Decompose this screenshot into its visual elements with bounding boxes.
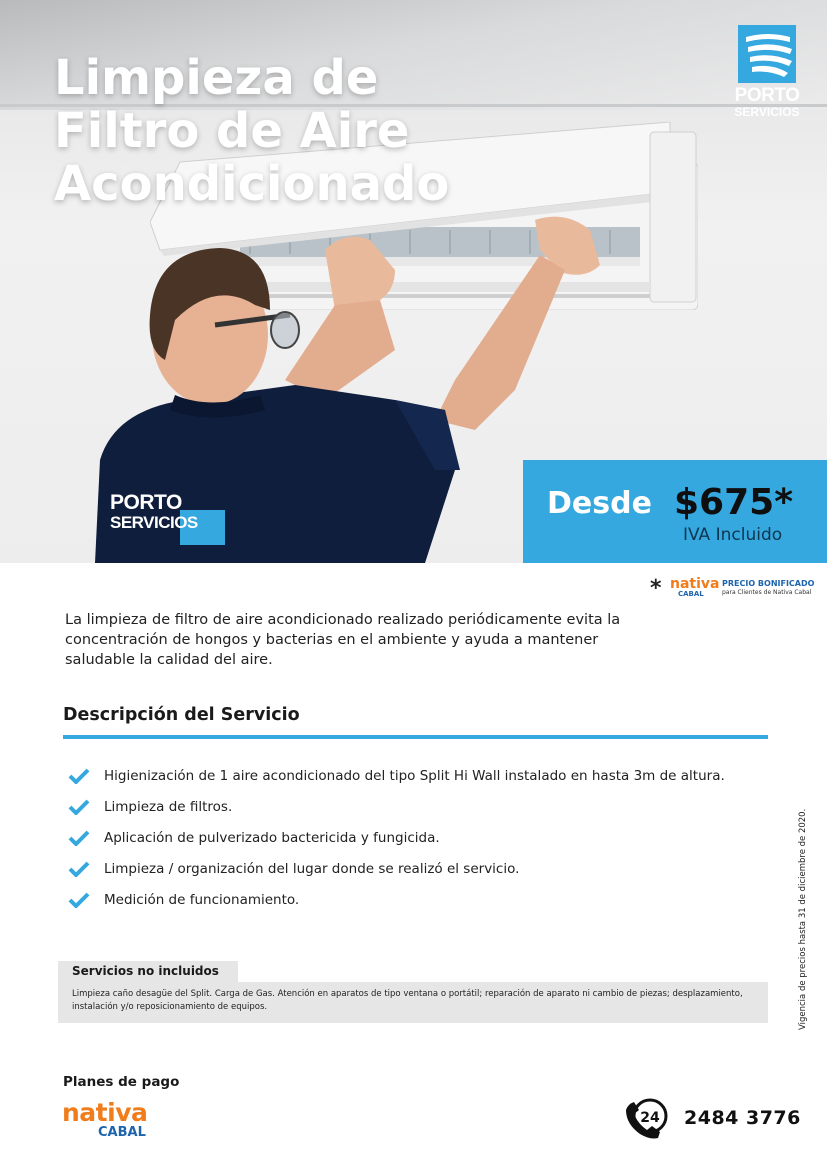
list-item [68,791,725,822]
price-iva: IVA Incluido [683,525,783,545]
not-included-text: Limpieza caño desagüe del Split. Carga de Gas. Atención en aparatos de tipo ventana o portátil; reparación de aparato ni cambio de piezas; desplazamiento, instalación y/o reposicionamiento de equipos. [58,982,768,1023]
check-icon [68,768,90,784]
list-item-text: Limpieza / organización del lugar donde se realizó el servicio. [104,860,520,877]
list-item [68,822,725,853]
not-included-title: Servicios no incluidos [58,961,238,982]
list-item-text: Medición de funcionamiento. [104,891,300,908]
check-icon [68,892,90,908]
shirt-logo-line2: SERVICIOS [110,513,198,532]
promo-asterisk: * [650,576,662,601]
list-item [68,760,725,791]
price-amount: $675* [674,482,794,523]
sail-icon [738,25,796,83]
phone-24h-icon [620,1094,674,1142]
nativa-note-subline: para Clientes de Nativa Cabal [722,589,812,596]
shirt-logo [110,492,198,533]
list-item-text: Limpieza de filtros. [104,798,233,815]
nativa-note-sub: CABAL [678,590,704,598]
payment-plans-label: Planes de pago [63,1074,180,1090]
list-item [68,884,725,915]
intro-paragraph: La limpieza de filtro de aire acondicionado realizado periódicamente evita la concentración de hongos y bacterias en el ambiente y ayuda a mantener saludable la calidad del aire. [65,612,621,668]
nativa-cabal-logo [62,1100,147,1140]
cabal-brand: CABAL [98,1125,146,1140]
check-icon [68,861,90,877]
title-line-1: Limpieza de [54,50,379,106]
nativa-brand: nativa [62,1098,148,1127]
list-item-text: Aplicación de pulverizado bactericida y fungicida. [104,829,440,846]
price-validity-note: Vigencia de precios hasta 31 de diciembre de 2020. [798,808,808,1030]
check-icon [68,799,90,815]
title-line-3: Acondicionado [54,156,450,212]
porto-servicios-logo [727,25,807,119]
nativa-note-brand: nativa [670,576,720,592]
section-title: Descripción del Servicio [63,705,300,725]
price-desde: Desde [547,486,652,521]
logo-line1: PORTO [734,85,800,106]
phone-badge-text: 24 [640,1110,660,1126]
check-icon [68,830,90,846]
service-list [68,760,725,915]
title-line-2: Filtro de Aire [54,103,410,159]
page-title [54,52,449,211]
shirt-logo-line1: PORTO [110,491,182,514]
list-item-text: Higienización de 1 aire acondicionado del tipo Split Hi Wall instalado en hasta 3m de altura. [104,767,725,784]
nativa-note-headline: PRECIO BONIFICADO [722,579,815,588]
phone-number: 2484 3776 [684,1107,801,1129]
nativa-promo-note [650,576,820,602]
logo-line2: SERVICIOS [734,105,800,119]
list-item [68,853,725,884]
phone-contact [620,1093,801,1143]
price-box [523,460,827,563]
section-divider [63,735,768,739]
